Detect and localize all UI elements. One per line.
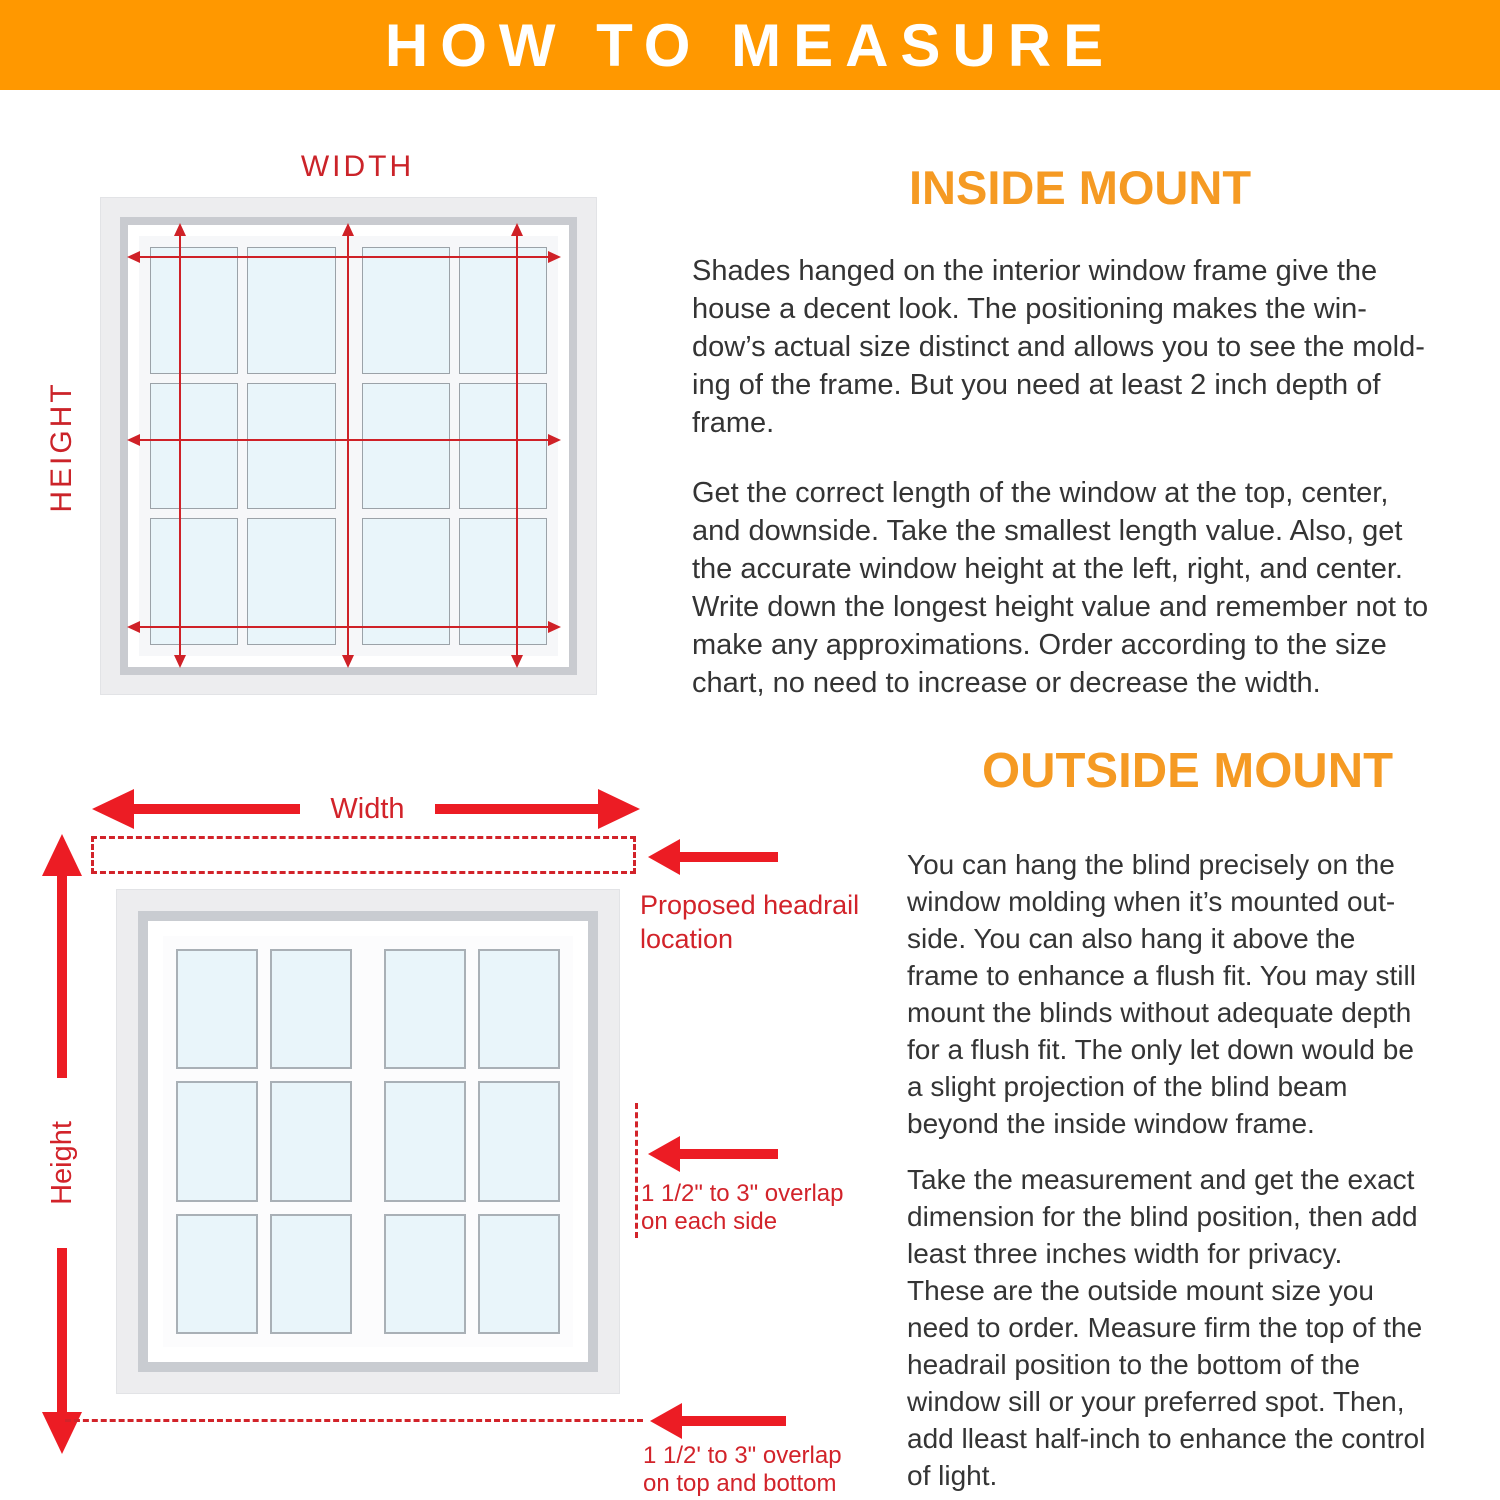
- inside-mount-paragraph-2: [692, 474, 1428, 702]
- text-line: ing of the frame. But you need at least 2 inch depth of: [692, 369, 1381, 401]
- text-line: on top and bottom: [643, 1470, 837, 1497]
- text-line: need to order. Measure firm the top of the: [907, 1312, 1423, 1343]
- text-line: Get the correct length of the window at the top, center,: [692, 477, 1389, 509]
- center-mullion: [352, 949, 384, 1334]
- outside-mount-paragraph-2: [907, 1161, 1425, 1494]
- height-measure-arrow-left: [179, 236, 181, 655]
- height-measure-arrow-center: [347, 236, 349, 655]
- text-line: These are the outside mount size you: [907, 1275, 1374, 1306]
- text-line: 1 1/2" to 3" overlap: [641, 1180, 844, 1207]
- pane-group-right: [384, 949, 560, 1334]
- headrail-arrow: [680, 852, 778, 862]
- window-pane: [176, 1081, 258, 1201]
- window-pane: [384, 1214, 466, 1334]
- side-overlap-dashed-line: [635, 1103, 638, 1238]
- window-pane: [478, 949, 560, 1069]
- bottom-overlap-label: [643, 1442, 842, 1498]
- window-sash: [163, 936, 573, 1347]
- bottom-overlap-dashed-line: [65, 1419, 643, 1422]
- headrail-label: [640, 888, 859, 956]
- height-label: HEIGHT: [45, 381, 78, 513]
- text-line: Take the measurement and get the exact: [907, 1164, 1415, 1195]
- text-line: of light.: [907, 1460, 998, 1491]
- text-line: window sill or your preferred spot. Then,: [907, 1386, 1405, 1417]
- text-line: mount the blinds without adequate depth: [907, 997, 1412, 1028]
- inside-mount-paragraph-1: [692, 252, 1425, 442]
- window-pane: [459, 383, 547, 510]
- height-label-outside: Height: [42, 1078, 82, 1248]
- window-pane: [176, 1214, 258, 1334]
- width-label-outside: Width: [300, 789, 435, 829]
- window-pane: [478, 1081, 560, 1201]
- side-overlap-label: [641, 1180, 844, 1236]
- text-line: chart, no need to increase or decrease the width.: [692, 667, 1321, 699]
- pane-group-left: [176, 949, 352, 1334]
- width-measure-arrow-top: [140, 256, 548, 258]
- text-line: and downside. Take the smallest length value. Also, get: [692, 515, 1403, 547]
- bottom-overlap-arrow: [682, 1416, 786, 1426]
- window-pane: [247, 247, 335, 374]
- text-line: dimension for the blind position, then add: [907, 1201, 1418, 1232]
- window-pane: [384, 949, 466, 1069]
- inside-mount-title: INSIDE MOUNT: [908, 161, 1252, 214]
- outside-mount-paragraph-1: [907, 846, 1416, 1142]
- text-line: You can hang the blind precisely on the: [907, 849, 1395, 880]
- text-line: the accurate window height at the left, right, and center.: [692, 553, 1403, 585]
- text-line: Proposed headrail: [640, 890, 860, 920]
- window-pane: [270, 1214, 352, 1334]
- text-line: a slight projection of the blind beam: [907, 1071, 1348, 1102]
- window-pane: [270, 949, 352, 1069]
- page-title: HOW TO MEASURE: [384, 12, 1116, 79]
- text-line: dow’s actual size distinct and allows you to see the mold-: [692, 331, 1425, 363]
- window-pane: [362, 383, 450, 510]
- width-measure-arrow-bottom: [140, 626, 548, 628]
- text-line: side. You can also hang it above the: [907, 923, 1356, 954]
- text-line: Write down the longest height value and remember not to: [692, 591, 1429, 623]
- window-pane: [384, 1081, 466, 1201]
- text-line: make any approximations. Order according to the size: [692, 629, 1387, 661]
- text-line: least three inches width for privacy.: [907, 1238, 1343, 1269]
- text-line: headrail position to the bottom of the: [907, 1349, 1360, 1380]
- window-pane: [478, 1214, 560, 1334]
- side-overlap-arrow: [680, 1149, 778, 1159]
- height-measure-arrow-right: [516, 236, 518, 655]
- text-line: frame.: [692, 407, 775, 439]
- text-line: frame to enhance a flush fit. You may still: [907, 960, 1416, 991]
- window-pane: [150, 383, 238, 510]
- window-pane: [176, 949, 258, 1069]
- window-pane: [247, 383, 335, 510]
- width-measure-arrow-middle: [140, 439, 548, 441]
- window-pane: [270, 1081, 352, 1201]
- window-pane: [459, 247, 547, 374]
- pane-group-left: [150, 247, 336, 645]
- text-line: window molding when it’s mounted out-: [907, 886, 1396, 917]
- text-line: beyond the inside window frame.: [907, 1108, 1315, 1139]
- headrail-dashed-box: [91, 836, 636, 874]
- outside-mount-title: OUTSIDE MOUNT: [981, 744, 1394, 798]
- window-pane: [362, 247, 450, 374]
- text-line: add lleast half-inch to enhance the control: [907, 1423, 1426, 1454]
- window-pane: [150, 247, 238, 374]
- header-bar: [0, 0, 1500, 90]
- text-line: for a flush fit. The only let down would be: [907, 1034, 1414, 1065]
- text-line: location: [640, 924, 734, 954]
- text-line: on each side: [641, 1208, 778, 1235]
- text-line: Shades hanged on the interior window frame give the: [692, 255, 1378, 287]
- window-illustration-outside-mount: [116, 889, 620, 1394]
- width-label: WIDTH: [300, 150, 415, 183]
- text-line: 1 1/2' to 3" overlap: [643, 1442, 842, 1469]
- text-line: house a decent look. The positioning makes the win-: [692, 293, 1367, 325]
- pane-group-right: [362, 247, 548, 645]
